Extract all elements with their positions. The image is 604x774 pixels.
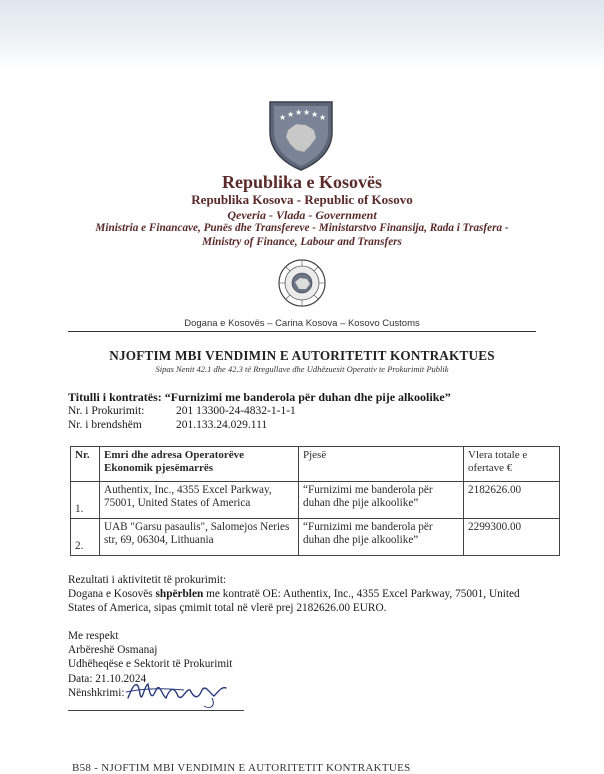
result-text-end: me kontratë OE: Authentix, Inc., 4355 Excel Parkway, 75001, United States of America, sipas çmimit total në vlerë prej 2182626.00 EURO.	[68, 588, 520, 614]
result-section	[68, 573, 548, 615]
row-part: “Furnizimi me banderola për duhan dhe pije alkoolike”	[299, 482, 464, 519]
customs-line: Dogana e Kosovës – Carina Kosova – Kosovo Customs	[184, 318, 420, 329]
row-part: “Furnizimi me banderola për duhan dhe pije alkoolike”	[299, 519, 464, 556]
row-nr: 2.	[71, 519, 100, 556]
procurement-number-label: Nr. i Prokurimit:	[68, 405, 145, 417]
signer-name: Arbëreshë Osmanaj	[68, 644, 158, 657]
result-heading: Rezultati i aktivitetit të prokurimit:	[68, 574, 227, 586]
result-text-awarded: shpërblen	[155, 588, 204, 600]
table-header-row	[71, 447, 560, 482]
signer-position: Udhëheqëse e Sektorit të Prokurimit	[68, 658, 233, 671]
bidders-table	[70, 446, 560, 556]
row-value: 2299300.00	[464, 519, 560, 556]
government-line: Qeveria - Vlada - Government	[227, 208, 377, 222]
header-part: Pjesë	[299, 447, 464, 482]
table-row	[71, 519, 560, 556]
row-value: 2182626.00	[464, 482, 560, 519]
ministry-line-2: Ministry of Finance, Labour and Transfers	[202, 236, 402, 248]
internal-number-label: Nr. i brendshëm	[68, 419, 142, 431]
svg-text:★: ★	[319, 113, 327, 122]
result-text	[68, 587, 548, 615]
internal-number-value: 201.133.24.029.111	[176, 419, 268, 431]
svg-text:★: ★	[287, 110, 295, 119]
ministry-line-1: Ministria e Financave, Punës dhe Transfereve - Ministarstvo Finansija, Rada i Trasfera -	[95, 222, 509, 234]
signature-date: Data: 21.10.2024	[68, 672, 147, 685]
header-divider	[68, 331, 536, 332]
handwritten-signature-icon	[124, 676, 234, 710]
regards-line: Me respekt	[68, 630, 119, 642]
table-row	[71, 482, 560, 519]
republic-title-albanian: Republika e Kosovës	[221, 172, 383, 192]
contract-title: Titulli i kontratës: “Furnizimi me banderola për duhan dhe pije alkoolike”	[68, 390, 451, 404]
row-nr: 1.	[71, 482, 100, 519]
signature-underline	[68, 710, 244, 711]
header-operator-name: Emri dhe adresa Operatorëve Ekonomik pjesëmarrës	[100, 447, 299, 482]
svg-text:★: ★	[295, 108, 303, 117]
procurement-number-row	[68, 405, 296, 417]
kosovo-emblem-icon	[266, 100, 336, 172]
header-nr: Nr.	[71, 447, 100, 482]
result-text-start: Dogana e Kosovës	[68, 588, 156, 600]
footer-title: B58 - NJOFTIM MBI VENDIMIN E AUTORITETIT KONTRAKTUES	[72, 762, 411, 774]
internal-number-row	[68, 419, 267, 431]
row-operator: Authentix, Inc., 4355 Excel Parkway, 75001, United States of America	[100, 482, 299, 519]
notice-subtitle: Sipas Nenit 42.1 dhe 42.3 të Rregullave dhe Udhëzuesit Operativ te Prokurimit Publik	[155, 364, 449, 374]
header-total-value: Vlera totale e ofertave €	[464, 447, 560, 482]
customs-seal-icon	[277, 258, 327, 308]
svg-text:★: ★	[303, 108, 311, 117]
svg-text:★: ★	[311, 110, 319, 119]
svg-text:★: ★	[279, 113, 287, 122]
signature-label: Nënshkrimi:	[68, 686, 125, 699]
procurement-number-value: 201 13300-24-4832-1-1-1	[176, 405, 296, 417]
notice-title: NJOFTIM MBI VENDIMIN E AUTORITETIT KONTRAKTUES	[109, 348, 495, 363]
scan-shading	[0, 0, 604, 70]
row-operator: UAB "Garsu pasaulis", Salomejos Neries str, 69, 06304, Lithuania	[100, 519, 299, 556]
republic-title-multilingual: Republika Kosova - Republic of Kosovo	[191, 192, 413, 207]
